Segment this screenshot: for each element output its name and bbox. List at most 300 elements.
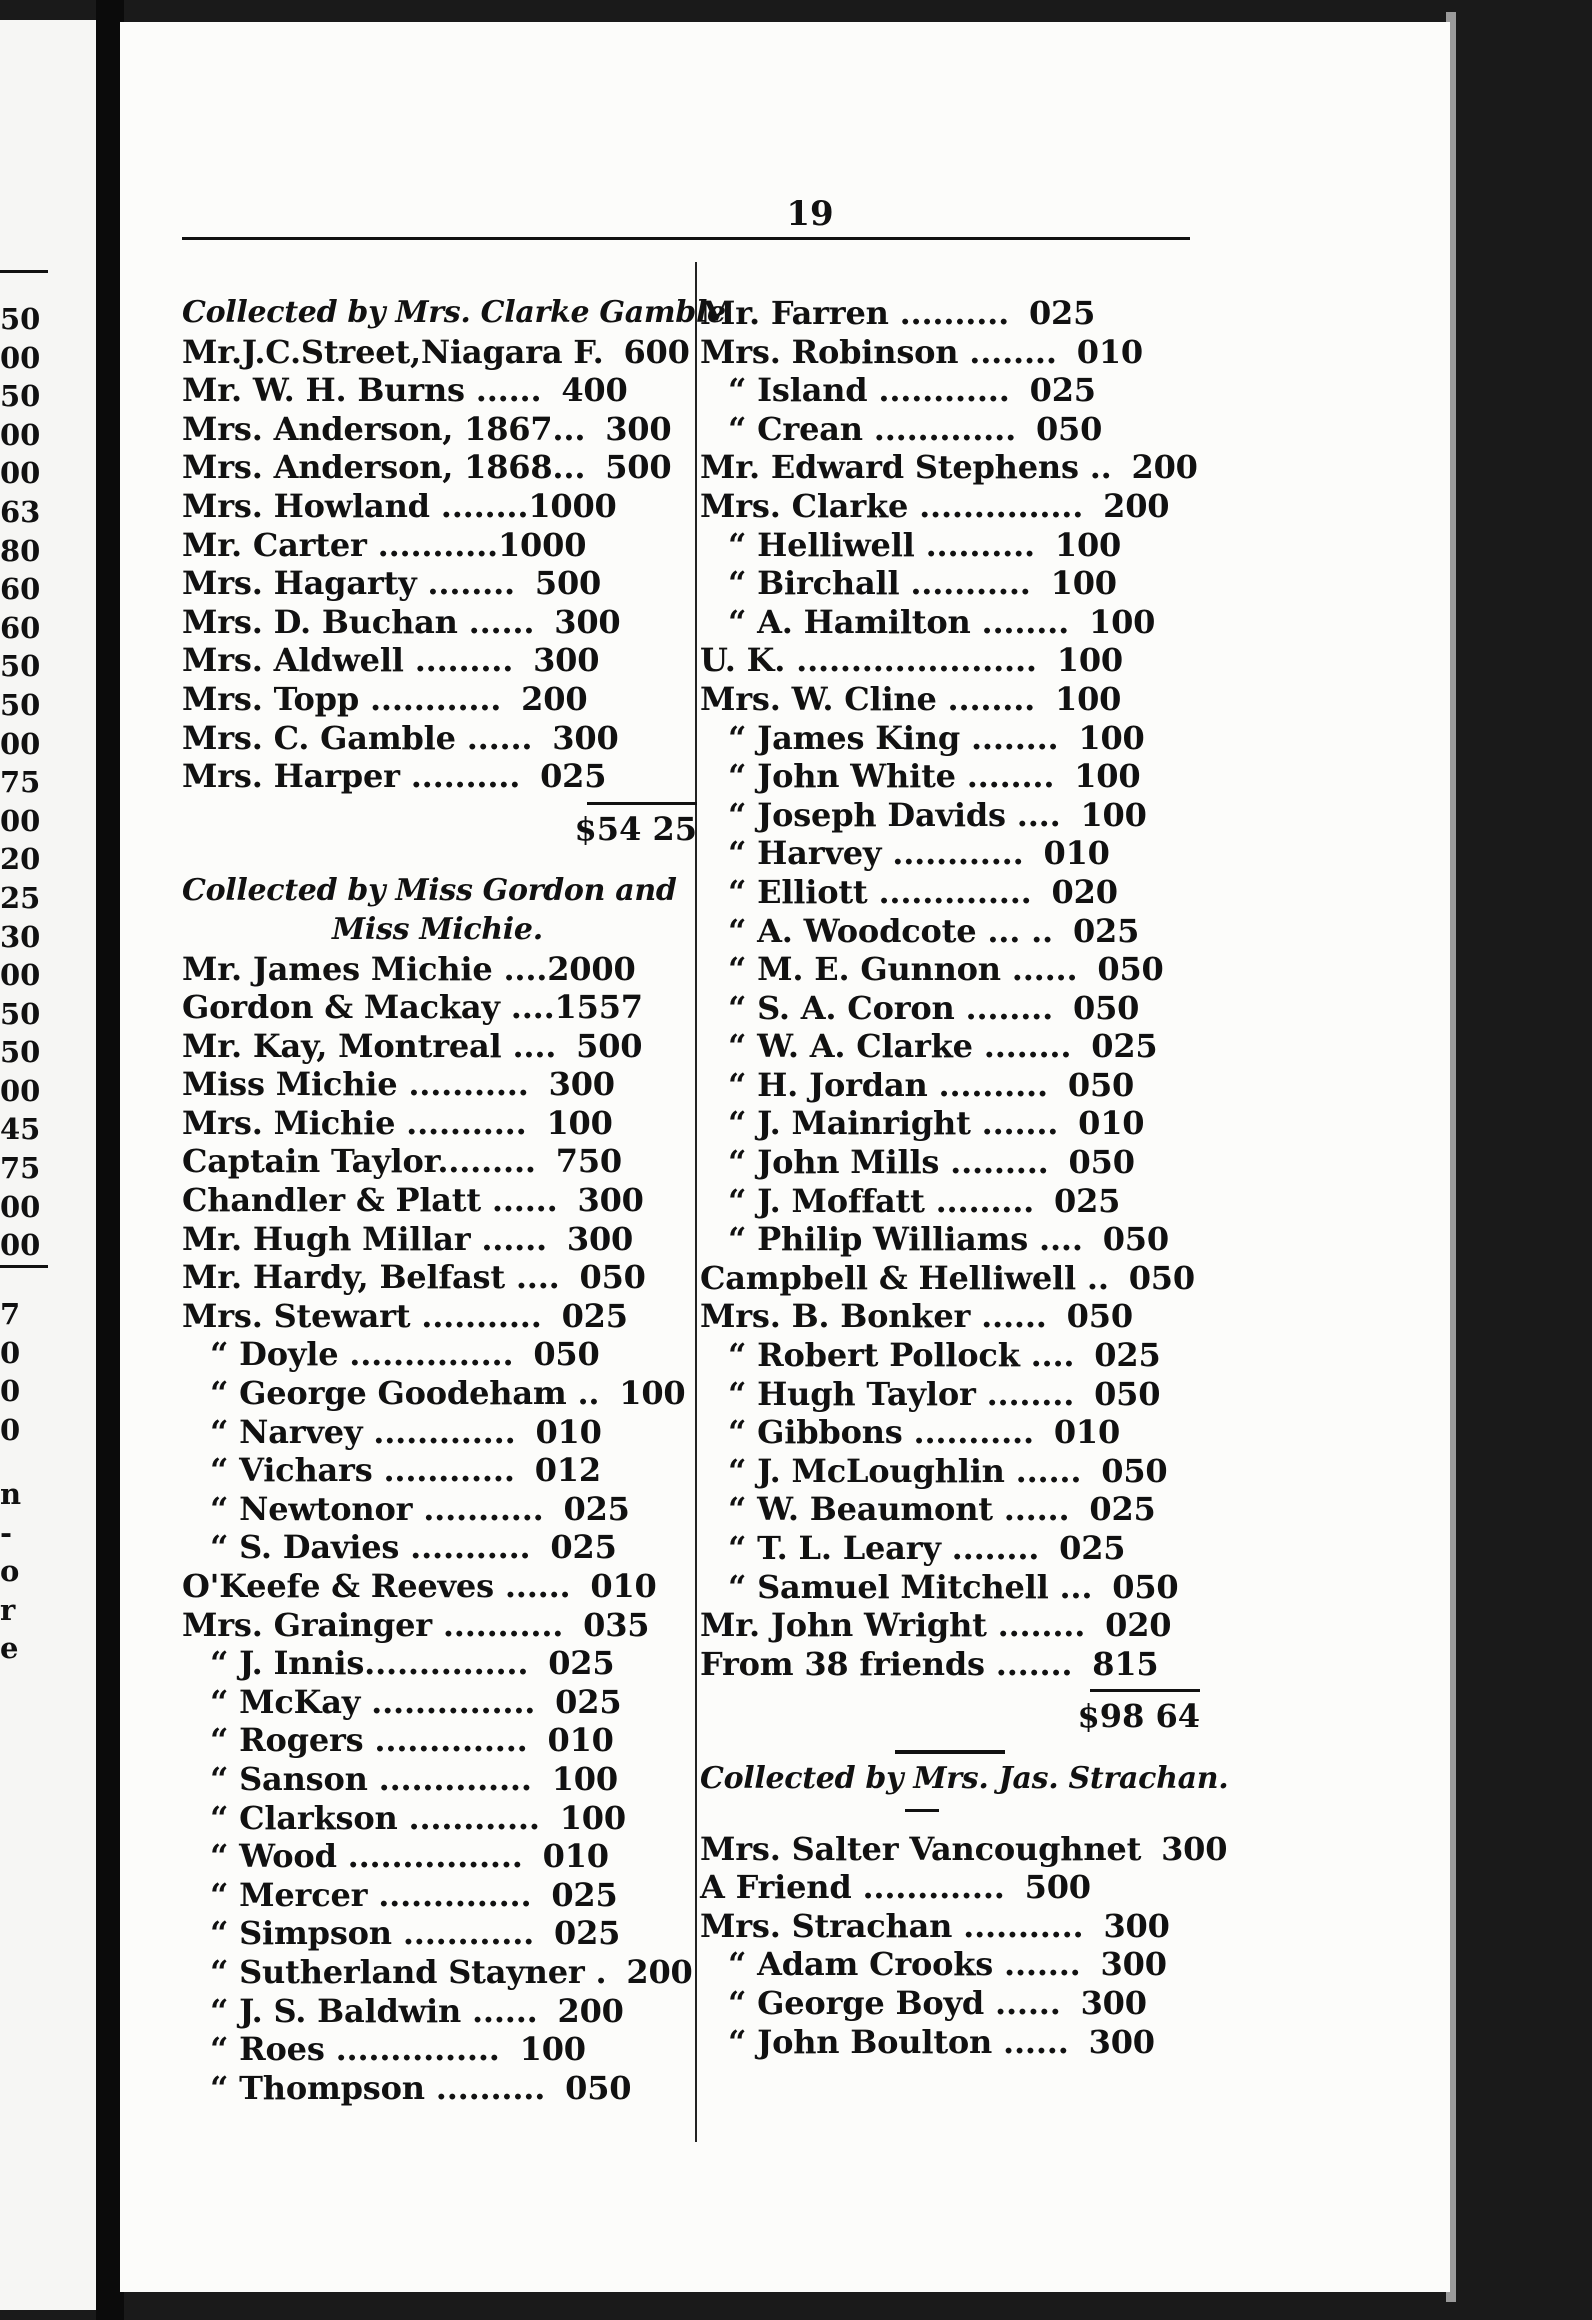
amount-cents: 25 (585, 1489, 630, 1528)
section-total: $54 25 (574, 809, 697, 848)
amount-cents: 50 (1150, 1258, 1195, 1297)
amount-cents: 25 (1051, 371, 1096, 410)
amount-cents: 25 (570, 1644, 615, 1683)
amount-dollars: 0 (548, 1644, 571, 1683)
amount-cents: 10 (1098, 332, 1143, 371)
list-item (700, 1375, 1200, 1414)
contributor-name: Gordon & Mackay .... (182, 988, 555, 1027)
amount-dollars: 0 (1072, 911, 1096, 950)
amount-dollars: 0 (565, 2068, 588, 2107)
contributor-name: Mrs. W. Cline ........ (700, 679, 1036, 718)
amount-dollars: 0 (1076, 332, 1099, 371)
list-item (182, 1104, 697, 1143)
list-item (700, 1529, 1200, 1568)
contributor-name: “ H. Jordan .......... (728, 1065, 1048, 1104)
amount-dollars: 7 (555, 1142, 578, 1181)
list-item (182, 564, 697, 603)
contributor-name: Mrs. Hagarty ........ (182, 564, 515, 603)
list-item (700, 564, 1200, 603)
amount-dollars: 3 (1088, 2022, 1111, 2061)
amount-dollars: 0 (1094, 1336, 1117, 1375)
contributor-name: “ A. Woodcote ... .. (728, 911, 1054, 950)
list-item (700, 1104, 1200, 1143)
contributor-name: “ J. S. Baldwin ...... (210, 1991, 538, 2030)
list-item (182, 1606, 697, 1645)
prev-page-value: 0 (0, 1335, 21, 1370)
contributor-name: “ Samuel Mitchell ... (728, 1567, 1093, 1606)
amount-cents: 00 (1125, 1906, 1170, 1945)
amount-cents: 25 (1113, 1027, 1158, 1066)
list-item (700, 448, 1200, 487)
prev-page-value: 00 (0, 1073, 41, 1108)
amount-cents: 25 (576, 1914, 621, 1953)
list-item (700, 1297, 1200, 1336)
contributor-name: “ Clarkson ............ (210, 1798, 540, 1837)
amount-dollars: 2 (626, 1952, 649, 1991)
amount-dollars: 0 (1072, 988, 1096, 1027)
amount-dollars: 15 (554, 988, 599, 1027)
amount-cents: 50 (1134, 1567, 1179, 1606)
amount-dollars: 3 (577, 1181, 600, 1220)
list-item (700, 1645, 1200, 1684)
amount-dollars: 0 (1068, 1143, 1091, 1182)
amount-dollars: 0 (1078, 1104, 1101, 1143)
amount-dollars: 1 (559, 1798, 582, 1837)
contributor-name: “ Newtonor ........... (210, 1489, 544, 1528)
amount-cents: 00 (1102, 1983, 1147, 2022)
contributor-name: Mrs. Anderson, 1868... (182, 448, 586, 487)
amount-cents: 00 (574, 718, 619, 757)
list-item (182, 1876, 697, 1915)
amount-dollars: 10 (497, 525, 543, 564)
contributor-name: U. K. ...................... (700, 641, 1037, 680)
amount-dollars: 0 (1029, 371, 1052, 410)
contributor-name: “ A. Hamilton ........ (728, 602, 1070, 641)
list-item (700, 834, 1200, 873)
list-item (182, 1374, 697, 1413)
prev-page-value: 00 (0, 1189, 41, 1224)
list-item (700, 757, 1200, 796)
prev-page-value: 7 (0, 1297, 21, 1331)
amount-cents: 00 (583, 371, 628, 410)
amount-cents: 00 (648, 1952, 693, 1991)
amount-cents: 00 (1102, 795, 1147, 834)
contributor-name: Mr. James Michie .... (182, 949, 548, 988)
contributor-name: “ Simpson ............ (210, 1914, 535, 1953)
contributor-name: “ J. Mainright ....... (728, 1104, 1059, 1143)
contributor-name: “ Wood ................ (210, 1837, 523, 1876)
list-item (700, 1907, 1200, 1946)
amount-cents: 50 (1095, 988, 1140, 1027)
amount-dollars: 0 (554, 1914, 577, 1953)
previous-page-fragment (0, 20, 110, 2310)
amount-dollars: 0 (1054, 1181, 1077, 1220)
amount-cents: 00 (1096, 757, 1141, 796)
contributor-name: Mrs. Harper .......... (182, 757, 521, 796)
amount-dollars: 8 (1092, 1644, 1115, 1683)
amount-cents: 00 (1110, 2022, 1155, 2061)
prev-page-value: 00 (0, 456, 41, 491)
prev-page-value: 00 (0, 417, 41, 452)
list-item (700, 873, 1200, 912)
right-column (700, 294, 1229, 2061)
section-heading: Collected by Mrs. Jas. Strachan. (700, 1760, 1229, 1796)
list-item (700, 680, 1200, 719)
amount-cents: 00 (576, 602, 621, 641)
amount-cents: 00 (599, 1181, 644, 1220)
amount-dollars: 1 (1055, 679, 1078, 718)
contributor-name: Mrs. Topp ............ (182, 679, 502, 718)
amount-dollars: 0 (533, 1335, 556, 1374)
contributor-name: “ Sutherland Stayner . (210, 1952, 607, 1991)
amount-cents: 00 (598, 1026, 643, 1065)
amount-dollars: 2 (1131, 448, 1154, 487)
amount-dollars: 0 (1053, 1413, 1076, 1452)
amount-cents: 00 (591, 949, 636, 988)
list-item (182, 487, 697, 526)
prev-page-value: e (0, 1631, 19, 1666)
contributor-name: Mr. Farren .......... (700, 294, 1010, 332)
list-item (182, 1760, 697, 1799)
contributor-name: “ Island ............ (728, 371, 1010, 410)
list-item (182, 603, 697, 642)
amount-cents: 00 (1100, 718, 1145, 757)
prev-page-value: 00 (0, 726, 41, 761)
amount-dollars: 0 (1128, 1258, 1151, 1297)
list-item (700, 1220, 1200, 1259)
amount-dollars: 1 (1074, 757, 1097, 796)
list-item (700, 1027, 1200, 1066)
list-item (700, 1606, 1200, 1645)
list-item (700, 912, 1200, 951)
amount-dollars: 0 (550, 1528, 573, 1567)
amount-dollars: 0 (1035, 409, 1059, 448)
prev-page-value: 25 (0, 880, 41, 915)
contributor-name: “ Robert Pollock .... (728, 1336, 1075, 1375)
list-item (182, 1683, 697, 1722)
amount-cents: 25 (583, 1296, 628, 1335)
contributor-name: “ John Mills ......... (728, 1143, 1049, 1182)
contributor-name: Mrs. Grainger ........... (182, 1605, 564, 1644)
section-total: $98 64 (1077, 1697, 1200, 1736)
amount-cents: 35 (605, 1605, 650, 1644)
contributor-name: “ Thompson .......... (210, 2068, 546, 2107)
contributor-name: From 38 friends ....... (700, 1644, 1073, 1683)
amount-dollars: 1 (1088, 602, 1112, 641)
amount-dollars: 0 (1067, 1065, 1090, 1104)
contributor-name: Mrs. Robinson ........ (700, 332, 1057, 371)
list-item (182, 2069, 697, 2108)
amount-cents: 50 (1090, 1143, 1135, 1182)
list-item (182, 641, 697, 680)
amount-dollars: 0 (579, 1258, 602, 1297)
amount-cents: 00 (573, 1759, 618, 1798)
amount-dollars: 3 (566, 1219, 589, 1258)
contributor-name: Mrs. Salter Vancoughnet (700, 1829, 1142, 1868)
section-heading: Collected by Miss Gordon and (182, 873, 677, 909)
amount-cents: 00 (1111, 602, 1156, 641)
prev-page-rule (0, 1265, 48, 1268)
list-item (700, 1413, 1200, 1452)
list-item (182, 1335, 697, 1374)
contributor-name: “ Doyle ............... (210, 1335, 514, 1374)
amount-cents: 50 (587, 2068, 632, 2107)
list-item (182, 1953, 697, 1992)
list-item (182, 371, 697, 410)
prev-page-amounts-lower (0, 1295, 40, 1449)
amount-cents: 25 (572, 1528, 617, 1567)
prev-page-value: 00 (0, 1228, 41, 1263)
contributor-name: Mr.J.C.Street,Niagara F. (182, 332, 604, 371)
amount-dollars: 0 (540, 757, 563, 796)
prev-page-value: 50 (0, 649, 41, 684)
prev-page-value: 00 (0, 803, 41, 838)
list-item (182, 1220, 697, 1259)
prev-page-value: 80 (0, 533, 41, 568)
contributor-name: “ John Boulton ...... (728, 2022, 1069, 2061)
amount-dollars: 1 (1080, 795, 1103, 834)
amount-cents: 00 (588, 1219, 634, 1258)
amount-cents: 50 (1124, 1220, 1169, 1259)
list-item (700, 719, 1200, 758)
amount-cents: 10 (557, 1412, 602, 1451)
contributor-name: “ Joseph Davids .... (728, 795, 1061, 834)
contributor-name: Mr. John Wright ........ (700, 1606, 1086, 1645)
amount-dollars: 0 (561, 1296, 584, 1335)
list-item (182, 680, 697, 719)
amount-dollars: 3 (1103, 1906, 1126, 1945)
contributor-name: “ Crean ............. (728, 409, 1017, 448)
amount-cents: 25 (1111, 1490, 1156, 1529)
list-item (182, 719, 697, 758)
contributor-name: Chandler & Platt ...... (182, 1181, 558, 1220)
amount-cents: 50 (601, 1258, 646, 1297)
prev-page-value: 30 (0, 919, 41, 954)
amount-cents: 20 (1127, 1606, 1172, 1645)
amount-cents: 50 (1123, 1451, 1168, 1490)
list-item (182, 1142, 697, 1181)
contributor-name: Mrs. Aldwell ......... (182, 641, 514, 680)
contributor-name: “ McKay ............... (210, 1682, 536, 1721)
amount-dollars: 0 (1059, 1529, 1082, 1567)
amount-cents: 25 (1116, 1336, 1161, 1375)
contributor-name: “ George Goodeham .. (210, 1374, 600, 1413)
list-item (700, 1568, 1200, 1607)
contributor-name: “ James King ........ (728, 718, 1059, 757)
amount-dollars: 0 (1105, 1606, 1128, 1645)
contributor-name: “ Birchall ........... (728, 564, 1031, 603)
contributor-name: Mrs. C. Gamble ...... (182, 718, 533, 757)
amount-dollars: 0 (1028, 294, 1052, 332)
amount-cents: 50 (555, 1335, 600, 1374)
amount-dollars: 3 (1080, 1983, 1103, 2022)
contributor-name: Mr. Kay, Montreal .... (182, 1026, 557, 1065)
amount-dollars: 1 (1056, 641, 1079, 680)
amount-dollars: 0 (1102, 1220, 1125, 1259)
amount-cents: 25 (562, 757, 607, 796)
list-item (700, 796, 1200, 835)
heading-dash (905, 1809, 939, 1812)
amount-dollars: 2 (557, 1991, 580, 2030)
prev-page-value: 50 (0, 379, 41, 414)
amount-dollars: 5 (1024, 1868, 1047, 1907)
prev-page-rule (0, 270, 48, 273)
amount-dollars: 0 (1051, 872, 1074, 911)
contributor-name: A Friend ............. (700, 1868, 1005, 1907)
contributor-name: “ S. A. Coron ........ (728, 988, 1054, 1027)
amount-dollars: 0 (1043, 834, 1066, 873)
list-item (700, 1143, 1200, 1182)
amount-dollars: 0 (555, 1682, 578, 1721)
amount-cents: 00 (1076, 525, 1122, 564)
prev-page-value: o (0, 1554, 20, 1589)
prev-page-value: 50 (0, 687, 41, 722)
contributor-name: Miss Michie ........... (182, 1065, 529, 1104)
amount-dollars: 0 (1112, 1567, 1135, 1606)
list-item (182, 1490, 697, 1529)
amount-cents: 50 (1058, 409, 1103, 448)
amount-cents: 12 (556, 1451, 601, 1490)
contributor-name: Mr. Edward Stephens .. (700, 448, 1112, 487)
contributor-name: “ T. L. Leary ........ (728, 1529, 1040, 1567)
list-item (182, 1297, 697, 1336)
contributor-name: “ Elliott .............. (728, 872, 1032, 911)
amount-dollars: 1 (619, 1374, 642, 1413)
list-item (182, 757, 697, 796)
prev-page-value: 60 (0, 610, 41, 645)
list-item (700, 950, 1200, 989)
amount-dollars: 1 (519, 2030, 542, 2069)
contributor-name: “ W. A. Clarke ........ (728, 1027, 1072, 1066)
prev-page-value: r (0, 1592, 16, 1627)
amount-dollars: 1 (546, 1103, 569, 1142)
amount-cents: 00 (1077, 679, 1122, 718)
amount-cents: 50 (1119, 950, 1164, 989)
amount-cents: 50 (577, 1142, 622, 1181)
amount-cents: 00 (645, 332, 690, 371)
amount-dollars: 0 (547, 1721, 570, 1760)
header-rule (182, 237, 1190, 240)
amount-dollars: 0 (1101, 1451, 1124, 1490)
contributor-name: Mrs. Strachan ........... (700, 1906, 1084, 1945)
list-item (182, 410, 697, 449)
amount-cents: 00 (1072, 564, 1117, 603)
prev-page-value: 75 (0, 1151, 41, 1186)
contributor-name: “ Harvey ............ (728, 834, 1024, 873)
amount-cents: 57 (598, 988, 643, 1027)
contributor-name: “ Mercer .............. (210, 1875, 532, 1914)
contributor-name: Mrs. Clarke ............... (700, 486, 1084, 525)
list-item (182, 950, 697, 989)
amount-dollars: 3 (605, 409, 628, 448)
prev-page-text-fragment (0, 1475, 40, 1668)
total-rule (182, 796, 697, 810)
amount-cents: 25 (1051, 294, 1096, 332)
amount-cents: 00 (579, 1991, 624, 2030)
list-item (700, 989, 1200, 1028)
contributor-name: “ Hugh Taylor ........ (728, 1374, 1075, 1413)
prev-page-value: 20 (0, 842, 41, 877)
list-item (700, 1336, 1200, 1375)
section-heading: Collected by Mrs. Clarke Gamble (182, 295, 726, 330)
contributor-name: “ Vichars ............ (210, 1451, 515, 1490)
amount-dollars: 0 (1091, 1027, 1114, 1066)
list-item (700, 526, 1200, 565)
list-item (700, 2023, 1200, 2062)
amount-cents: 00 (641, 1374, 686, 1413)
list-item (182, 1992, 697, 2031)
amount-cents: 00 (627, 409, 672, 448)
list-item (700, 1829, 1228, 1869)
amount-cents: 00 (1153, 448, 1198, 487)
amount-dollars: 0 (1089, 1490, 1112, 1529)
contributor-name: “ Sanson .............. (210, 1759, 532, 1798)
amount-cents: 10 (1075, 1413, 1121, 1452)
list-item (700, 1945, 1200, 1984)
amount-cents: 50 (1088, 1297, 1133, 1336)
amount-cents: 00 (541, 2030, 586, 2069)
page (120, 22, 1450, 2292)
list-item (700, 1259, 1200, 1298)
amount-dollars: 0 (534, 1451, 557, 1490)
amount-cents: 00 (542, 525, 587, 564)
amount-dollars: 0 (1094, 1374, 1117, 1413)
amount-cents: 00 (1078, 641, 1123, 680)
list-item (182, 1027, 697, 1066)
amount-dollars: 1 (1054, 525, 1077, 564)
prev-page-value: 50 (0, 302, 41, 336)
list-item (700, 294, 1200, 333)
list-item (182, 333, 697, 372)
contributor-name: Mrs. D. Buchan ...... (182, 602, 535, 641)
list-item (182, 1451, 697, 1490)
list-item (700, 1182, 1200, 1221)
list-item (182, 448, 697, 487)
contributor-name: Captain Taylor......... (182, 1142, 536, 1181)
contributor-name: Mrs. Anderson, 1867... (182, 409, 586, 448)
total-rule (700, 1683, 1200, 1697)
contributor-name: “ John White ........ (728, 757, 1055, 796)
list-item (182, 2030, 697, 2069)
amount-cents: 00 (581, 1798, 626, 1837)
contributor-name: “ Helliwell .......... (728, 525, 1035, 564)
contributor-name: “ Gibbons ........... (728, 1413, 1034, 1452)
amount-dollars: 3 (548, 1065, 571, 1104)
prev-page-value: - (0, 1515, 13, 1550)
amount-dollars: 0 (583, 1605, 606, 1644)
amount-cents: 25 (1076, 1181, 1121, 1220)
prev-page-value: 50 (0, 1035, 41, 1070)
prev-page-value: n (0, 1477, 22, 1511)
amount-dollars: 3 (1100, 1945, 1123, 1984)
list-item (182, 1181, 697, 1220)
list-item (700, 641, 1200, 680)
contributor-name: Mrs. B. Bonker ...... (700, 1297, 1047, 1336)
amount-dollars: 1 (1050, 564, 1073, 603)
section-heading: Miss Michie. (332, 911, 543, 947)
contributor-name: “ J. McLoughlin ...... (728, 1451, 1082, 1490)
amount-dollars: 5 (605, 448, 628, 487)
list-item (700, 603, 1200, 642)
amount-dollars: 3 (554, 602, 577, 641)
list-item (182, 1065, 697, 1104)
page-number: 19 (786, 194, 834, 234)
contributor-name: Mrs. Stewart ........... (182, 1296, 542, 1335)
contributor-name: Mrs. Howland ........ (182, 486, 529, 525)
amount-cents: 50 (1116, 1374, 1161, 1413)
list-item (700, 371, 1200, 410)
amount-dollars: 2 (521, 679, 544, 718)
